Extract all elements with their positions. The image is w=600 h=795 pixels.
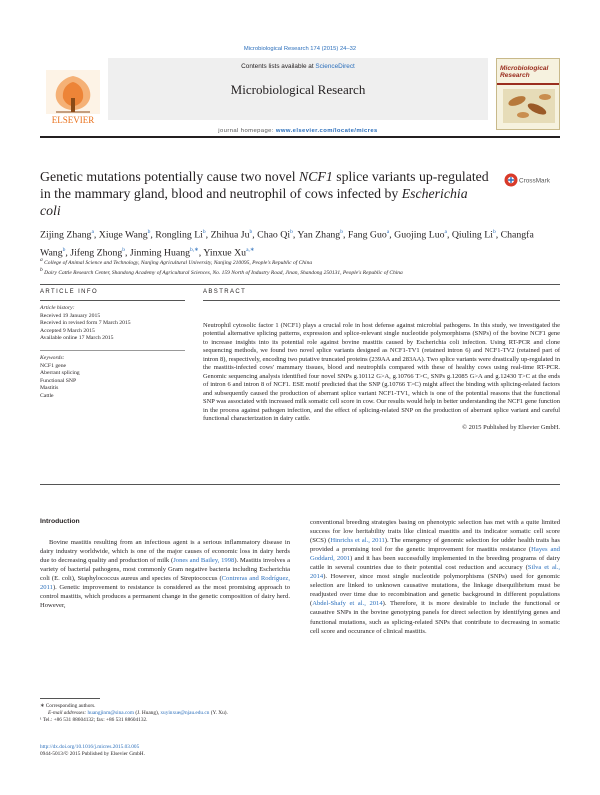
elsevier-logo[interactable] <box>40 68 106 126</box>
keyword: NCF1 gene <box>40 362 67 369</box>
author-name[interactable]: Qiuling Li <box>451 229 493 241</box>
text-run: ). Genetic improvement to resistance is considered as the most promising approach to control mastitis, which produces a permanent change in the genetic composition of dairy herd. However, <box>40 584 290 610</box>
abstract-bottom-rule <box>40 484 560 485</box>
keyword: Mastitis <box>40 385 59 392</box>
history-label: Article history: <box>40 305 75 311</box>
history-item: Received 19 January 2015 <box>40 312 101 319</box>
author-affiliation-mark[interactable]: a <box>91 229 94 235</box>
journal-header <box>40 58 560 126</box>
keywords-label: Keywords: <box>40 354 65 361</box>
author-name[interactable]: Yinxue Xu <box>203 247 247 259</box>
journal-reference[interactable]: Microbiological Research 174 (2015) 24–32 <box>243 46 357 52</box>
history-item: Received in revised form 7 March 2015 <box>40 320 131 327</box>
keyword: Cattle <box>40 392 54 399</box>
citation-link[interactable]: Hayes and Goddard, 2001 <box>310 546 560 563</box>
article-info <box>40 305 185 401</box>
title-part2: splice variants up-regulated in the mammary gland, blood and neutrophil of cows infected by <box>40 169 489 201</box>
citation-link[interactable]: Hinrichs et al., 2011 <box>330 537 385 545</box>
author-separator: , <box>125 247 130 259</box>
author-affiliation-mark[interactable]: b <box>340 229 343 235</box>
elsevier-tree-icon <box>40 68 106 126</box>
affiliation-text: College of Animal Science and Technology, Nanjing Agricultural University, Nanjing 210095, People's Republic of China <box>44 259 313 266</box>
crossmark-icon <box>504 173 552 187</box>
author-separator: , <box>150 229 156 241</box>
author-name[interactable]: Changfa Wang <box>40 229 534 259</box>
text-run: conventional breeding strategies basing on phenotypic selection has met with a quite limited success for low heritability traits like clinical mastitis and its indicator somatic cell score (SCS) ( <box>310 519 560 545</box>
text-run: ) and it has been successfully implemented in the breeding programs of dairy cattle in several countries due to their potential cost reduction and accuracy ( <box>310 555 560 572</box>
telephone-note: ¹ Tel.: +86 531 88604132; fax: +86 531 88604132. <box>40 717 148 724</box>
history-item: Available online 17 March 2015 <box>40 335 114 342</box>
journal-cover-thumbnail[interactable] <box>496 58 560 130</box>
introduction-heading: Introduction <box>40 518 80 525</box>
abstract-under-rule <box>203 300 560 301</box>
author-name[interactable]: Zhihua Ju <box>210 229 250 241</box>
header-rule <box>40 136 560 138</box>
author-separator: , <box>446 229 452 241</box>
footnotes <box>40 703 290 725</box>
affiliation-mark: b <box>40 267 43 274</box>
article-title <box>40 168 490 219</box>
citation-link[interactable]: Jones and Bailey, 1998 <box>173 557 235 565</box>
cover-bacteria-icon <box>503 89 555 123</box>
email-owner: (Y. Xu). <box>209 710 228 717</box>
article-info-heading: ARTICLE INFO <box>40 289 99 295</box>
author-affiliation-mark[interactable]: a <box>444 229 447 235</box>
author-list <box>40 225 560 261</box>
affiliation-b <box>40 267 560 277</box>
affiliation-text: Dairy Cattle Research Center, Shandong Academy of Agricultural Sciences, No. 159 North of Industry Road, Jinan, Shandong 250131, People's Republic of China <box>44 270 403 277</box>
author-name[interactable]: Jinming Huang <box>129 247 191 259</box>
author-affiliation-mark[interactable]: b <box>62 246 66 253</box>
author-separator: , <box>389 229 395 241</box>
author-affiliation-mark[interactable]: b <box>249 229 253 235</box>
abstract-body <box>203 322 560 432</box>
elsevier-wordmark: ELSEVIER <box>51 115 95 125</box>
info-under-rule <box>40 300 185 301</box>
cover-title: Microbiological Research <box>500 65 549 79</box>
citation-link[interactable]: Contreras and Rodríguez, 2011 <box>40 575 290 592</box>
author-name[interactable]: Fang Guo <box>347 229 387 241</box>
text-run: ). The emergency of genomic selection for udder health traits has provided a promising tool for the genetic improvement for mastitis resistance ( <box>310 537 560 554</box>
email-link[interactable]: huangjinm@sina.com <box>87 710 135 717</box>
homepage-prefix: journal homepage: <box>218 128 276 134</box>
journal-name: Microbiological Research <box>230 82 366 97</box>
footnote-rule <box>40 698 100 699</box>
author-name[interactable]: Rongling Li <box>155 229 203 241</box>
author-name[interactable]: Chao Qi <box>257 229 291 241</box>
issn-line: 0944-5013/© 2015 Published by Elsevier GmbH. <box>40 751 145 758</box>
author-affiliation-mark[interactable]: b <box>202 229 206 235</box>
contents-prefix: Contents lists available at <box>241 63 316 70</box>
author-affiliation-mark[interactable]: b <box>290 229 293 235</box>
title-species: Escherichia coli <box>40 186 468 218</box>
author-separator: , <box>252 229 258 241</box>
author-affiliation-mark[interactable]: b <box>492 229 496 235</box>
intro-right-column <box>310 518 560 636</box>
author-name[interactable]: Jifeng Zhong <box>70 247 123 259</box>
journal-homepage <box>108 128 488 134</box>
author-name[interactable]: Xiuge Wang <box>98 229 148 241</box>
abstract-text: Neutrophil cytosolic factor 1 (NCF1) plays a crucial role in host defense against microbial pathogens. In this study, we investigated the potential alternative splicing patterns, expression and splice-relevant single nucleotide polymorphisms (SNPs) of the bovine NCF1 gene to increase insights into its potential role against bovine mastitis caused by Escherichia coli infection. Using RT-PCR and clone sequencing methods, we found two novel splice variants designed as NCF1-TV1 (retained intron 6) and NCF1-TV2 (retained part of intron 8), respectively, encoding two putative truncated proteins (239AA and 283AA). Two splice variants were drastically up-regulated in the mastitis-infected cows' mammary tissues, blood and neutrophils compared with these of healthy cows using real-time RT-PCR. Genomic sequencing analysis identified four novel SNPs g.10112 G>A, g.10766 T>C, SNPs g.12085 G>A and g.12430 T>C at the ends of intron 6 and intron 8 of NCF1. ESE motif predicted that the SNP (g.10766 T>C) might affect the binding with splicing-related factors and subsequently caused the production of aberrant splice variant NCF1-TV1, which is one of the potential reasons that the functional SNP was associated with increased milk somatic cell score in cow. Our results would help in better understanding the NCF1 gene function in the process against pathogen infection, and the effect of splicing-related SNP on the production of aberrant splice variant and careful functional characterization in dairy cattle. <box>203 322 560 423</box>
email-owner: (J. Huang), <box>134 710 161 717</box>
author-affiliation-mark[interactable]: b,∗ <box>190 246 199 253</box>
cover-band <box>497 83 560 85</box>
author-separator: , <box>342 229 348 241</box>
author-separator: , <box>198 247 204 259</box>
contents-line <box>108 63 488 70</box>
author-affiliation-mark[interactable]: b <box>122 246 125 253</box>
history-item: Accepted 9 March 2015 <box>40 327 95 334</box>
abstract-heading: ABSTRACT <box>203 289 247 295</box>
text-run: ). Mastitis involves a variety of bacterial pathogens, most commonly Gram negative bacteria including Escherichia coli (E. coli), Staphylococcus aureus and species of Streptococcus ( <box>40 557 290 583</box>
affiliation-mark: a <box>40 257 43 263</box>
section-headings <box>40 284 560 299</box>
email-link[interactable]: xuyinxue@njau.edu.cn <box>160 710 210 717</box>
doi-block <box>40 744 340 758</box>
author-name[interactable]: Zijing Zhang <box>40 229 92 241</box>
text-run: ). However, since most single nucleotide polymorphisms (SNPs) used for genomic selection are linked to unknown causative mutations, the linkage disequilibrium must be readjusted over time due to recombination and genetic background in different populations ( <box>310 573 560 608</box>
header-banner <box>108 58 488 120</box>
author-separator: , <box>205 229 211 241</box>
sciencedirect-link[interactable]: ScienceDirect <box>315 63 355 70</box>
doi-link[interactable]: http://dx.doi.org/10.1016/j.micres.2015.03.005 <box>40 744 140 750</box>
title-gene: NCF1 <box>299 169 333 184</box>
copyright-line: © 2015 Published by Elsevier GmbH. <box>462 423 560 431</box>
keyword: Aberrant splicing <box>40 370 80 377</box>
affiliation-a <box>40 257 560 267</box>
citation-link[interactable]: Silva et al., 2014 <box>310 564 560 581</box>
author-separator: , <box>93 229 99 241</box>
author-affiliation-mark[interactable]: b <box>147 229 151 235</box>
text-run: ). Therefore, it is more desirable to include the functional or causative SNPs in the bovine genotyping panels for direct selection by identifying genes and functional mutations, such as splicing-related SNPs that contribute to decreasing in somatic cell score and occurance of clinical mastitis. <box>310 600 561 635</box>
intro-left-column <box>40 538 290 610</box>
info-divider <box>40 350 185 351</box>
crossmark-label: CrossMark <box>519 177 550 185</box>
homepage-url[interactable]: www.elsevier.com/locate/micres <box>275 128 378 134</box>
author-separator: , <box>65 247 71 259</box>
affiliations <box>40 257 560 278</box>
author-affiliation-mark[interactable]: a,∗ <box>246 246 255 253</box>
author-name[interactable]: Yan Zhang <box>297 229 341 241</box>
email-label: E-mail addresses: <box>48 710 88 717</box>
corresponding-note: ∗ Corresponding authors. <box>40 703 96 709</box>
keyword: Functional SNP <box>40 377 77 384</box>
author-affiliation-mark[interactable]: a <box>386 229 390 235</box>
author-separator: , <box>495 229 501 241</box>
crossmark-button[interactable] <box>504 173 552 187</box>
author-separator: , <box>292 229 298 241</box>
title-part1: Genetic mutations potentially cause two novel <box>40 169 300 184</box>
text-run: Bovine mastitis resulting from an infectious agent is a serious inflammatory disease in dairy industry worldwide, which is one of the major causes of economic loss in dairy herds due to decreasing quality and production of milk ( <box>40 539 290 565</box>
citation-link[interactable]: Abdel-Shafy et al., 2014 <box>312 600 383 608</box>
author-name[interactable]: Guojing Luo <box>394 229 445 241</box>
